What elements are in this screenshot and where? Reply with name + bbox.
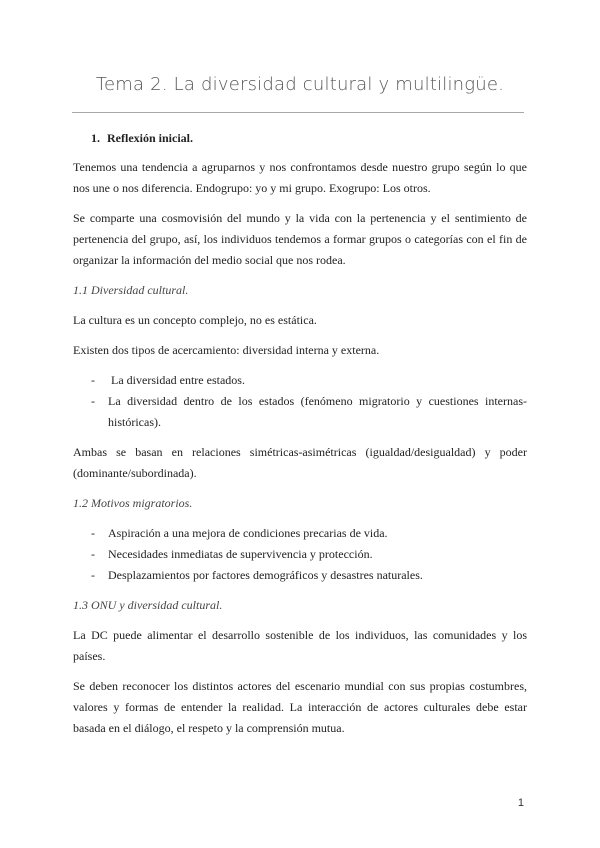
list-item-text: Desplazamientos por factores demográficos y desastres naturales. (108, 568, 423, 582)
bullet-dash: - (91, 568, 95, 582)
list-item (73, 523, 527, 544)
paragraph-acercamiento: Existen dos tipos de acercamiento: diversidad interna y externa. (73, 343, 380, 357)
page-number: 1 (517, 797, 524, 809)
list-item-text: La diversidad entre estados. (108, 373, 245, 387)
bullet-dash: - (91, 394, 95, 408)
subsection-heading-diversidad: 1.1 Diversidad cultural. (73, 283, 189, 297)
subsection-heading-onu: 1.3 ONU y diversidad cultural. (73, 598, 223, 612)
paragraph-cosmovision: Se comparte una cosmovisión del mundo y la vida con la pertenencia y el sentimiento de pertenencia del grupo, así, los individuos tendemos a formar grupos o categorías con el fin de organizar la información del medio social que nos rodea. (73, 211, 527, 267)
title-divider (72, 112, 524, 113)
section-heading-reflexion (91, 128, 527, 149)
section-heading-text: Reflexión inicial. (107, 131, 193, 145)
document-body (73, 128, 527, 748)
list-item (73, 391, 527, 433)
paragraph-actores: Se deben reconocer los distintos actores del escenario mundial con sus propias costumbres, valores y formas de entender la realidad. La interacción de actores culturales debe estar basada en el diálogo, el respeto y la comprensión mutua. (73, 679, 527, 735)
list-item (73, 544, 527, 565)
paragraph-cultura: La cultura es un concepto complejo, no es estática. (73, 313, 317, 327)
list-item (73, 565, 527, 586)
section-number: 1. (91, 131, 100, 145)
subsection-heading-motivos: 1.2 Motivos migratorios. (73, 496, 193, 510)
bullet-list-motivos (73, 523, 527, 586)
list-item (73, 370, 527, 391)
list-item-text: Aspiración a una mejora de condiciones precarias de vida. (108, 526, 388, 540)
list-item-text: La diversidad dentro de los estados (fenómeno migratorio y cuestiones internas-históricas). (108, 394, 527, 429)
paragraph-endogrupo: Tenemos una tendencia a agruparnos y nos confrontamos desde nuestro grupo según lo que nos une o nos diferencia. Endogrupo: yo y mi grupo. Exogrupo: Los otros. (73, 160, 527, 195)
bullet-dash: - (91, 526, 95, 540)
bullet-dash: - (91, 547, 95, 561)
list-item-text: Necesidades inmediatas de supervivencia y protección. (108, 547, 373, 561)
bullet-list-diversidad (73, 370, 527, 433)
bullet-dash: - (91, 373, 95, 387)
document-title: Tema 2. La diversidad cultural y multilingüe. (95, 74, 505, 95)
paragraph-relaciones: Ambas se basan en relaciones simétricas-asimétricas (igualdad/desigualdad) y poder (dominante/subordinada). (73, 445, 527, 480)
paragraph-desarrollo: La DC puede alimentar el desarrollo sostenible de los individuos, las comunidades y los países. (73, 628, 527, 663)
